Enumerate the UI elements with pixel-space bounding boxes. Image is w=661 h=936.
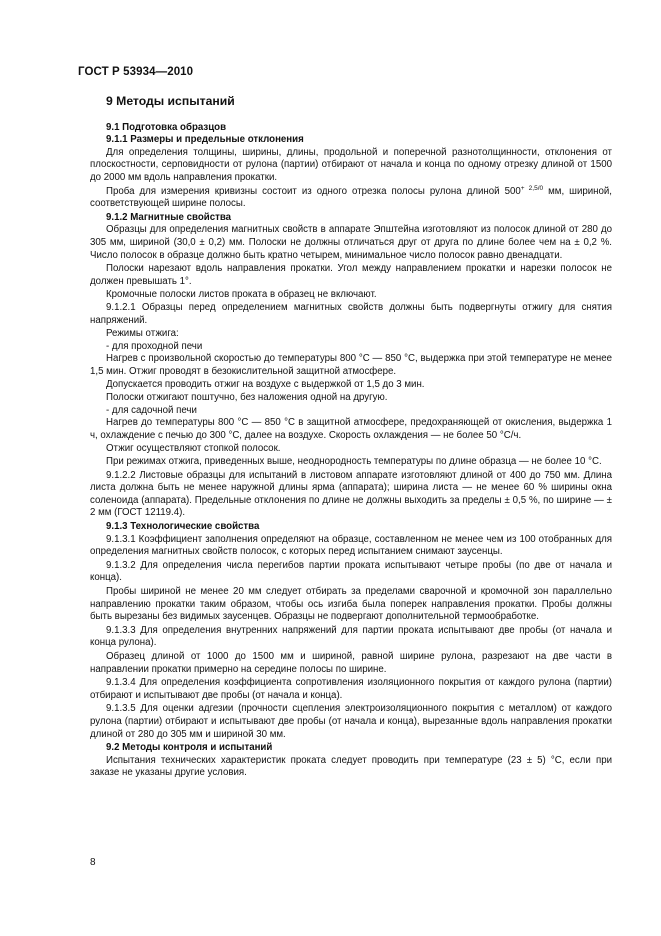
paragraph: Допускается проводить отжиг на воздухе с выдержкой от 1,5 до 3 мин. xyxy=(106,379,425,391)
paragraph-curvature xyxy=(90,186,612,211)
paragraph: 9.1.2.2 Листовые образцы для испытаний в листовом аппарате изготовляют длиной от 400 до 750 мм. Длина листа должна быть не менее наружной длины ярма (аппарата); ширина листа — не менее 60 % ширины окна соленоида (аппарата). Предельные отклонения по длине не должны выходить за пределы ± 0,5 %, по ширине — ± 2 мм (ГОСТ 12119.4). xyxy=(90,469,612,519)
paragraph-text: Проба для измерения кривизны состоит из одного отрезка полосы рулона длиной 500 xyxy=(106,185,521,197)
subsection-9-1-1-heading: 9.1.1 Размеры и предельные отклонения xyxy=(106,134,304,146)
list-item: - для садочной печи xyxy=(106,404,197,416)
paragraph: Образцы для определения магнитных свойств в аппарате Эпштейна изготовляют из полосок длиной от 280 до 305 мм, шириной (30,0 ± 0,2) мм. Полоски не должны отличаться друг от друга по длине более чем на ± 0,2 %. Число полосок в образце должно быть кратно четырем, минимальное число полосок равно двенадцати. xyxy=(90,224,612,261)
paragraph: Отжиг осуществляют стопкой полосок. xyxy=(106,443,281,455)
paragraph: При режимах отжига, приведенных выше, неоднородность температуры по длине образца — не более 10 °С. xyxy=(106,456,602,468)
paragraph: Полоски отжигают поштучно, без наложения одной на другую. xyxy=(106,392,388,404)
paragraph: Нагрев с произвольной скоростью до температуры 800 °С — 850 °С, выдержка при этой температуре не менее 1,5 мин. Отжиг проводят в безокислительной защитной атмосфере. xyxy=(90,353,612,377)
paragraph-text: мм, шириной, соответствующей ширине полосы. xyxy=(90,185,612,210)
standard-header: ГОСТ Р 53934—2010 xyxy=(78,66,194,78)
paragraph: 9.1.3.2 Для определения числа перегибов партии проката испытывают четыре пробы (по две от начала и конца). xyxy=(90,559,612,584)
paragraph: Пробы шириной не менее 20 мм следует отбирать за пределами сварочной и кромочной зон параллельно направлению прокатки таким образом, чтобы ось изгиба была поперек направления прокатки. Пробы должны быть вырезаны без видимых заусенцев. Образцы не подвергают дополнительной термообработке. xyxy=(90,585,612,623)
paragraph: Образец длиной от 1000 до 1500 мм и шириной, равной ширине рулона, разрезают на две части в направлении прокатки примерно на середине полосы по ширине. xyxy=(90,650,612,675)
paragraph: Испытания технических характеристик проката следует проводить при температуре (23 ± 5) °С, если при заказе не указаны другие условия. xyxy=(90,754,612,779)
subsection-9-1-2-heading: 9.1.2 Магнитные свойства xyxy=(106,211,232,223)
page-number: 8 xyxy=(90,857,96,868)
subsection-9-1-heading: 9.1 Подготовка образцов xyxy=(106,121,227,133)
paragraph: 9.1.2.1 Образцы перед определением магнитных свойств должны быть подвергнуты отжигу для снятия напряжений. xyxy=(90,301,612,326)
content-body xyxy=(90,95,612,781)
subsection-9-1-3-heading: 9.1.3 Технологические свойства xyxy=(106,521,260,532)
paragraph: Нагрев до температуры 800 °С — 850 °С в защитной атмосфере, предохраняющей от окисления, выдержка 1 ч, охлаждение с печью до 300 °С, далее на воздухе. Скорость охлаждения — не более 50 °С/ч. xyxy=(90,417,612,441)
paragraph: Полоски нарезают вдоль направления прокатки. Угол между направлением прокатки и нарезки полосок не должен превышать 1°. xyxy=(90,263,612,287)
tolerance-superscript: + 2,5/0 xyxy=(520,184,544,192)
subsection-9-2-heading: 9.2 Методы контроля и испытаний xyxy=(106,742,273,754)
section-title: 9 Методы испытаний xyxy=(106,94,235,108)
paragraph: 9.1.3.5 Для оценки адгезии (прочности сцепления электроизоляционного покрытия с металлом) от каждого рулона (партии) отбирают и испытывают две пробы (от начала и конца), вырезанные вдоль направления прокатки длиной от 280 до 305 мм и шириной 30 мм. xyxy=(90,703,612,740)
paragraph: Для определения толщины, ширины, длины, продольной и поперечной разнотолщинности, отклонения от плоскостности, серповидности от рулона (партии) отбирают от начала и конца по одному отрезку длиной от 1500 до 2000 мм вдоль направления прокатки. xyxy=(90,146,612,183)
paragraph: Кромочные полоски листов проката в образец не включают. xyxy=(106,289,377,301)
paragraph: Режимы отжига: xyxy=(106,328,179,340)
list-item: - для проходной печи xyxy=(106,340,203,352)
paragraph: 9.1.3.1 Коэффициент заполнения определяют на образце, составленном не менее чем из 100 отобранных для определения магнитных свойств полосок, с которых перед испытанием снимают заусенцы. xyxy=(90,533,612,558)
paragraph: 9.1.3.3 Для определения внутренних напряжений для партии проката испытывают две пробы (от начала и конца рулона). xyxy=(90,624,612,649)
paragraph: 9.1.3.4 Для определения коэффициента сопротивления изоляционного покрытия от каждого рулона (партии) отбирают и испытывают две пробы (от начала и конца). xyxy=(90,677,612,701)
